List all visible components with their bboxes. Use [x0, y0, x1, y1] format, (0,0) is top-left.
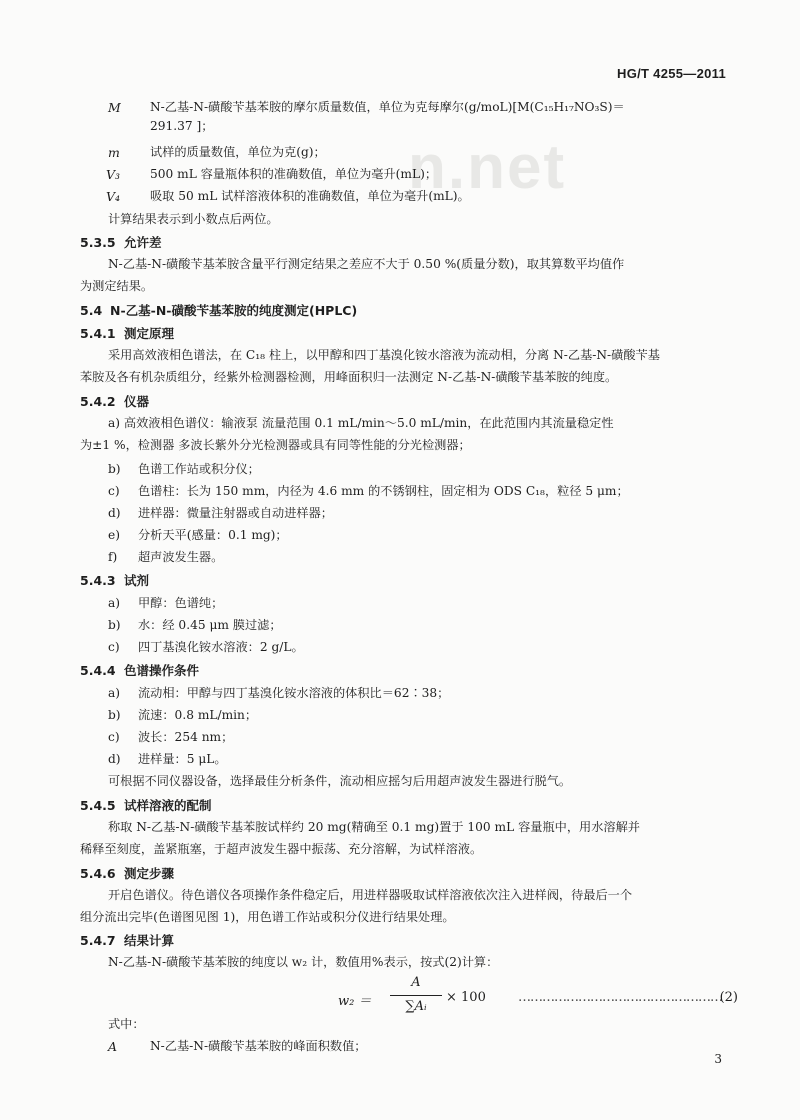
- section-heading: [80, 931, 174, 949]
- section-heading: [80, 571, 149, 589]
- list-label: d): [108, 506, 121, 520]
- list-item: [108, 706, 257, 723]
- standard-code: HG/T 4255—2011: [617, 66, 726, 81]
- section-number: 5.4.4: [80, 663, 116, 678]
- section-heading: [80, 324, 174, 342]
- list-item: [108, 460, 260, 477]
- list-label: f): [108, 550, 118, 564]
- def-text-M-cont: 291.37 ]；: [150, 119, 214, 133]
- list-item: [108, 728, 233, 745]
- list-text: 水：经 0.45 μm 膜过滤；: [138, 618, 282, 632]
- list-label: a): [108, 686, 121, 700]
- paragraph-cont: 组分流出完毕(色谱图见图 1)，用色谱工作站或积分仪进行结果处理。: [80, 910, 455, 924]
- list-label: c): [108, 640, 120, 654]
- list-label: c): [108, 730, 120, 744]
- list-item: [108, 482, 629, 499]
- def-symbol-M: M: [108, 100, 121, 115]
- list-item: a) 高效液相色谱仪：输液泵 流量范围 0.1 mL/min～5.0 mL/min，在此范围内其流量稳定性: [108, 416, 614, 430]
- equation-denominator: ∑Aᵢ: [405, 999, 427, 1014]
- paragraph-cont: 为测定结果。: [80, 279, 154, 293]
- fraction-bar: [390, 995, 442, 996]
- section-title: 仪器: [124, 394, 150, 409]
- section-heading: [80, 301, 357, 319]
- list-item: [108, 638, 304, 655]
- list-label: c): [108, 484, 120, 498]
- list-label: b): [108, 462, 121, 476]
- equation-lhs: w₂ ＝: [338, 994, 372, 1009]
- def-symbol-A: A: [108, 1039, 118, 1054]
- list-text: 进样量：5 μL。: [138, 752, 227, 766]
- paragraph: 可根据不同仪器设备，选择最佳分析条件，流动相应摇匀后用超声波发生器进行脱气。: [108, 774, 572, 788]
- def-text-V4: 吸取 50 mL 试样溶液体积的准确数值，单位为毫升(mL)。: [150, 189, 470, 203]
- section-title: 试剂: [124, 573, 150, 588]
- list-label: b): [108, 618, 121, 632]
- section-number: 5.4.2: [80, 394, 116, 409]
- section-number: 5.4.5: [80, 798, 116, 813]
- section-number: 5.4.6: [80, 866, 116, 881]
- section-title: 色谱操作条件: [124, 663, 200, 678]
- def-text-A: N-乙基-N-磺酸苄基苯胺的峰面积数值；: [150, 1039, 367, 1053]
- list-text: 四丁基溴化铵水溶液：2 g/L。: [138, 640, 304, 654]
- list-item: [108, 504, 333, 521]
- list-text: 色谱工作站或积分仪；: [138, 462, 260, 476]
- paragraph: N-乙基-N-磺酸苄基苯胺含量平行测定结果之差应不大于 0.50 %(质量分数)，取其算数平均值作: [108, 257, 625, 271]
- list-item-cont: 为±1 %，检测器 多波长紫外分光检测器或具有同等性能的分光检测器；: [80, 438, 471, 452]
- list-item: [108, 684, 449, 701]
- equation-leader-dots: ……………………………………………: [518, 990, 722, 1005]
- section-title: 试样溶液的配制: [124, 798, 212, 813]
- def-symbol-m: m: [108, 145, 120, 160]
- section-title: N-乙基-N-磺酸苄基苯胺的纯度测定(HPLC): [110, 303, 358, 318]
- list-item: [108, 750, 227, 767]
- list-text: 流速：0.8 mL/min；: [138, 708, 258, 722]
- def-text-V3: 500 mL 容量瓶体积的准确数值，单位为毫升(mL)；: [150, 167, 438, 181]
- where-label: 式中：: [108, 1017, 145, 1031]
- equation-number: (2): [719, 990, 738, 1005]
- calc-note: 计算结果表示到小数点后两位。: [108, 212, 279, 226]
- section-number: 5.4.3: [80, 573, 116, 588]
- def-symbol-V3: V₃: [106, 167, 121, 182]
- list-text: 流动相：甲醇与四丁基溴化铵水溶液的体积比＝62∶38；: [138, 686, 450, 700]
- equation-numerator: A: [411, 975, 421, 990]
- section-number: 5.4: [80, 303, 103, 318]
- list-text: 甲醇：色谱纯；: [138, 596, 224, 610]
- paragraph-cont: 苯胺及各有机杂质组分，经紫外检测器检测，用峰面积归一法测定 N-乙基-N-磺酸苄基苯胺的纯度。: [80, 370, 618, 384]
- list-label: a): [108, 596, 121, 610]
- paragraph: N-乙基-N-磺酸苄基苯胺的纯度以 w₂ 计，数值用%表示，按式(2)计算：: [108, 955, 499, 969]
- section-number: 5.3.5: [80, 235, 116, 250]
- list-label: b): [108, 708, 121, 722]
- section-title: 结果计算: [124, 933, 175, 948]
- list-label: d): [108, 752, 121, 766]
- equation-2: [338, 975, 738, 1023]
- paragraph-cont: 稀释至刻度，盖紧瓶塞，于超声波发生器中振荡、充分溶解，为试样溶液。: [80, 842, 483, 856]
- section-title: 测定原理: [124, 326, 175, 341]
- list-item: [108, 548, 223, 565]
- section-heading: [80, 864, 174, 882]
- page-number: 3: [714, 1052, 722, 1066]
- list-text: 超声波发生器。: [138, 550, 224, 564]
- section-title: 允许差: [124, 235, 162, 250]
- section-heading: [80, 233, 162, 251]
- list-item: [108, 616, 282, 633]
- section-heading: [80, 392, 149, 410]
- section-title: 测定步骤: [124, 866, 175, 881]
- list-text: 进样器：微量注射器或自动进样器；: [138, 506, 333, 520]
- paragraph: 开启色谱仪。待色谱仪各项操作条件稳定后，用进样器吸取试样溶液依次注入进样阀，待最后一个: [108, 888, 633, 902]
- def-text-m: 试样的质量数值，单位为克(g)；: [150, 145, 326, 159]
- list-label: e): [108, 528, 120, 542]
- section-number: 5.4.1: [80, 326, 116, 341]
- list-item: [108, 594, 223, 611]
- section-heading: [80, 661, 199, 679]
- watermark: n.net: [408, 133, 567, 202]
- paragraph: 称取 N-乙基-N-磺酸苄基苯胺试样约 20 mg(精确至 0.1 mg)置于 100 mL 容量瓶中，用水溶解并: [108, 820, 640, 834]
- section-number: 5.4.7: [80, 933, 116, 948]
- list-text: 分析天平(感量：0.1 mg)；: [138, 528, 288, 542]
- list-text: 色谱柱：长为 150 mm，内径为 4.6 mm 的不锈钢柱，固定相为 ODS C₁₈，粒径 5 μm；: [138, 484, 629, 498]
- def-symbol-V4: V₄: [106, 189, 121, 204]
- equation-multiplier: × 100: [446, 990, 486, 1005]
- section-heading: [80, 796, 212, 814]
- list-item: [108, 526, 288, 543]
- list-text: 波长：254 nm；: [138, 730, 234, 744]
- paragraph: 采用高效液相色谱法，在 C₁₈ 柱上，以甲醇和四丁基溴化铵水溶液为流动相，分离 N-乙基-N-磺酸苄基: [108, 348, 660, 362]
- def-text-M: N-乙基-N-磺酸苄基苯胺的摩尔质量数值，单位为克每摩尔(g/moL)[M(C₁₅H₁₇NO₃S)＝: [150, 100, 625, 114]
